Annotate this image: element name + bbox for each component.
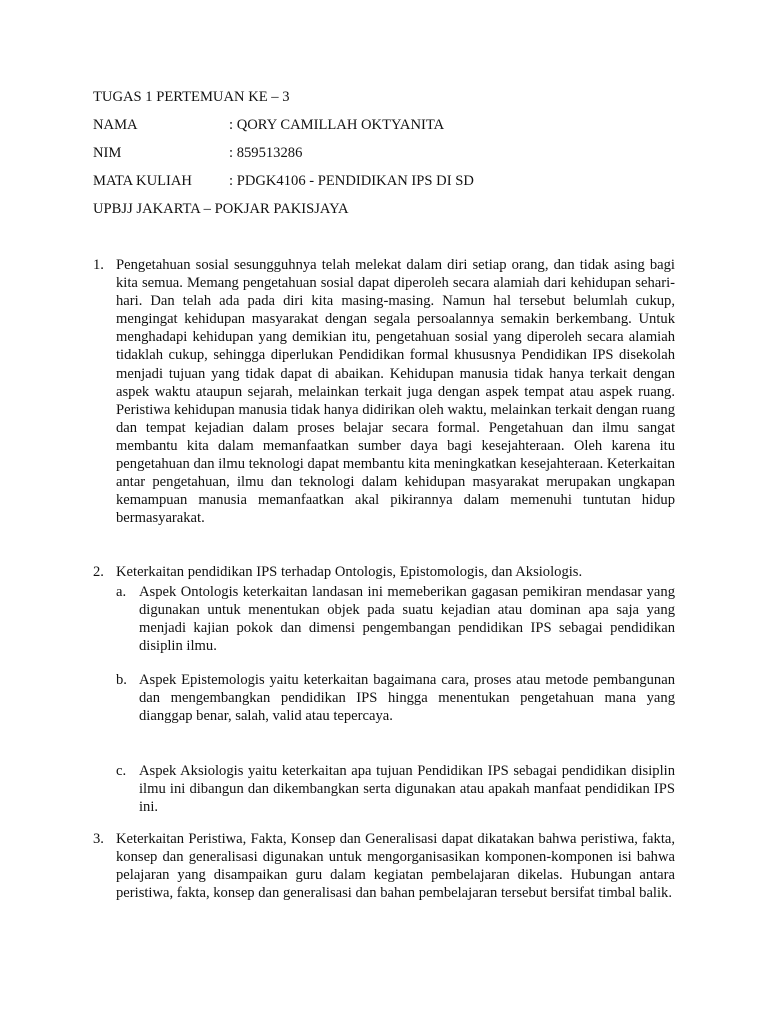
field-nim-value: : 859513286 (229, 145, 303, 161)
list-item-3-text: Keterkaitan Peristiwa, Fakta, Konsep dan Generalisasi dapat dikatakan bahwa peristiwa, fakta, konsep dan generalisasi digunakan untuk mengorganisasikan komponen-komponen isi bahwa pelajaran yang disampaikan guru dalam kegiatan pembelajaran dikelas. Hubungan antara peristiwa, fakta, konsep dan generalisasi dan bahan pembelajaran tersebut bersifat timbal balik. (116, 831, 675, 902)
institution-line (93, 199, 693, 219)
field-mata-kuliah (93, 171, 693, 191)
sub-item-b (116, 671, 675, 725)
sub-item-b-text: Aspek Epistemologis yaitu keterkaitan bagaimana cara, proses atau metode pembangunan dan mengembangkan pendidikan IPS hingga menentukan pengetahuan mana yang dianggap benar, salah, valid atau tepercaya. (139, 672, 675, 725)
sub-item-c (116, 762, 675, 816)
sub-item-a (116, 583, 675, 655)
institution-text: UPBJJ JAKARTA – POKJAR PAKISJAYA (93, 201, 349, 217)
field-mata-kuliah-label: MATA KULIAH (93, 173, 192, 189)
list-item-2 (93, 563, 675, 581)
list-item-2-number: 2. (93, 564, 104, 580)
list-item-2-text: Keterkaitan pendidikan IPS terhadap Ontologis, Epistomologis, dan Aksiologis. (116, 564, 583, 580)
list-item-1-text: Pengetahuan sosial sesungguhnya telah melekat dalam diri setiap orang, dan tidak asing bagi kita semua. Memang pengetahuan sosial dapat diperoleh secara alamiah dari kehidupan sehari-hari. Dan telah ada pada diri kita masing-masing. Namun hal tersebut belumlah cukup, mengingat kehidupan masyarakat dengan segala persoalannya semakin berkembang. Untuk menghadapi kehidupan yang demikian itu, pengetahuan sosial yang diperoleh secara alamiah tidaklah cukup, sehingga diperlukan Pendidikan formal khususnya Pendidikan IPS disekolah menjadi tujuan yang tidak dapat di abaikan. Kehidupan manusia tidak hanya terkait dengan aspek waktu ataupun sejarah, melainkan terkait juga dengan aspek tempat atau aspek ruang. Peristiwa kehidupan manusia tidak hanya didirikan oleh waktu, melainkan terkait dengan ruang dan tempat kejadian dalam proses belajar secara formal. Pengetahuan dan ilmu sangat membantu kita dalam memanfaatkan sumber daya bagi kesejahteraan. Oleh karena itu pengetahuan dan ilmu teknologi dapat membantu kita meningkatkan kesejahteraan. Keterkaitan antar pengetahuan, ilmu dan teknologi dalam kehidupan masyarakat merupakan ungkapan kemampuan manusia memanfaatkan akal pikirannya dalam memenuhi tuntutan hidup bermasyarakat. (116, 257, 675, 527)
sub-item-b-letter: b. (116, 672, 127, 688)
field-nim (93, 143, 693, 163)
field-nim-label: NIM (93, 145, 122, 161)
assignment-title (93, 87, 693, 107)
sub-item-a-letter: a. (116, 584, 127, 600)
field-nama-value: : QORY CAMILLAH OKTYANITA (229, 117, 445, 133)
field-nama-label: NAMA (93, 117, 138, 133)
field-nama (93, 115, 693, 135)
sub-item-c-text: Aspek Aksiologis yaitu keterkaitan apa tujuan Pendidikan IPS sebagai pendidikan disiplin ilmu ini dibangun dan dikembangkan serta digunakan atau apakah manfaat pendidikan IPS ini. (139, 763, 675, 816)
list-item-3 (93, 830, 675, 902)
sub-item-c-letter: c. (116, 763, 127, 779)
field-mata-kuliah-value: : PDGK4106 - PENDIDIKAN IPS DI SD (229, 173, 474, 189)
sub-item-a-text: Aspek Ontologis keterkaitan landasan ini memeberikan gagasan pemikiran mendasar yang digunakan untuk menentukan objek pada suatu kejadian atau dominan apa saja yang menjadi kajian pokok dan dimensi pengembangan pendidikan IPS sebagai pendidikan disiplin ilmu. (139, 584, 675, 655)
list-item-1 (93, 256, 675, 527)
list-item-3-number: 3. (93, 831, 104, 847)
assignment-title-text: TUGAS 1 PERTEMUAN KE – 3 (93, 89, 290, 105)
list-item-1-number: 1. (93, 257, 104, 273)
